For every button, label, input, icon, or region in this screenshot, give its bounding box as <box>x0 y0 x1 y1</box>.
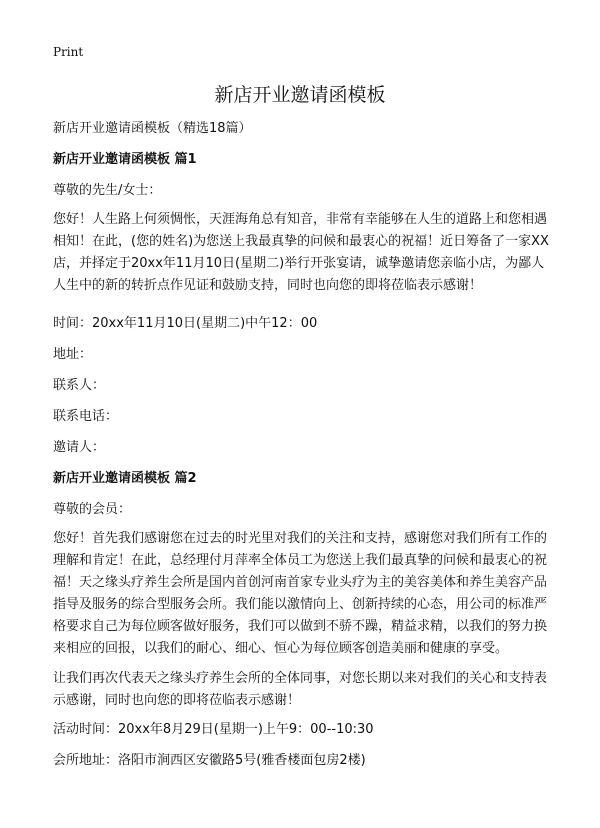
section1-time: 时间：20xx年11月10日(星期二)中午12：00 <box>53 316 318 331</box>
section2-body2: 让我们再次代表天之缘头疗养生会所的全体同事，对您长期以来对我们的关心和支持表示感谢，同时也向您的即将莅临表示感谢！ <box>53 671 548 708</box>
section1-inviter: 邀请人： <box>53 440 106 455</box>
section1-salutation: 尊敬的先生/女士： <box>53 183 162 198</box>
section1-contact: 联系人： <box>53 378 106 393</box>
section1-phone: 联系电话： <box>53 409 119 424</box>
section2-heading: 新店开业邀请函模板 篇2 <box>53 471 197 486</box>
page-title: 新店开业邀请函模板 <box>214 84 386 106</box>
section2-salutation: 尊敬的会员： <box>53 502 132 517</box>
print-label: Print <box>53 45 84 59</box>
section2-body1: 您好！首先我们感谢您在过去的时光里对我们的关注和支持，感谢您对我们所有工作的理解和肯定！在此，总经理付月萍率全体员工为您送上我们最真挚的问候和最衷心的祝福！天之缘头疗养生会所是国内首创河南首家专业头疗为主的美容美体和养生美容产品指导及服务的综合型服务会所。我们能以激情向上、创新持续的心态，用公司的标准严格要求自己为每位顾客做好服务，我们可以做到不骄不躁，精益求精，以我们的努力换来相应的回报，以我们的耐心、细心、恒心为每位顾客创造美丽和健康的享受。 <box>53 531 548 656</box>
section1-body: 您好！人生路上何须惆怅，天涯海角总有知音，非常有幸能够在人生的道路上和您相遇相知！在此，(您的姓名)为您送上我最真挚的问候和最衷心的祝福！近日筹备了一家XX店，并择定于20xx年11月10日(星期二)举行开张宴请，诚挚邀请您亲临小店，为鄙人人生中的新的转折点作见证和鼓励支持，同时也向您的即将莅临表示感谢！ <box>53 212 549 293</box>
section1-heading: 新店开业邀请函模板 篇1 <box>53 152 197 167</box>
section2-venue: 会所地址：洛阳市涧西区安徽路5号(雅香楼面包房2楼) <box>53 753 366 768</box>
document-subtitle: 新店开业邀请函模板（精选18篇） <box>53 121 252 136</box>
section2-activity-time: 活动时间：20xx年8月29日(星期一)上午9：00--10:30 <box>53 722 374 737</box>
section1-address: 地址： <box>53 347 93 362</box>
